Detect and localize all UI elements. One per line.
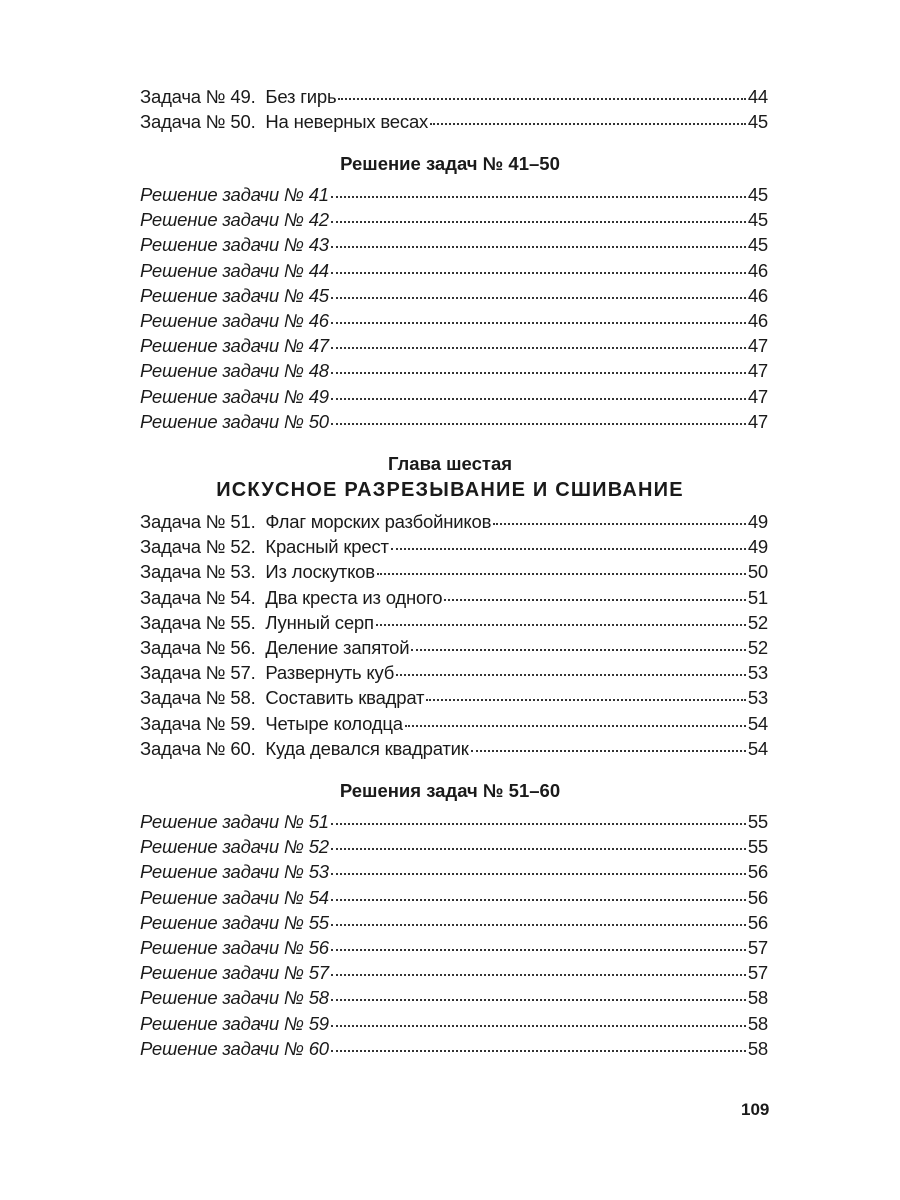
dot-leader	[331, 221, 746, 223]
chapter-title: ИСКУСНОЕ РАЗРЕЗЫВАНИЕ И СШИВАНИЕ	[216, 479, 684, 501]
toc-entry-page: 46	[747, 309, 768, 331]
toc-entry	[140, 308, 768, 333]
dot-leader	[444, 599, 745, 601]
toc-entry-page: 46	[747, 259, 768, 281]
toc-entry-page: 58	[747, 1012, 768, 1034]
toc-entry	[140, 409, 768, 434]
toc-entry-title: Задача № 56. Деление запятой	[140, 636, 410, 658]
dot-leader	[396, 674, 746, 676]
toc-entry-page: 52	[747, 611, 768, 633]
toc-entry-title: Решение задачи № 46	[140, 309, 329, 331]
dot-leader	[331, 949, 746, 951]
toc-entry-title: Задача № 57. Развернуть куб	[140, 662, 395, 684]
dot-leader	[405, 725, 746, 727]
toc-entry-page: 57	[747, 962, 768, 984]
toc-entry	[140, 358, 768, 383]
toc-entry-title: Задача № 52. Красный крест	[140, 536, 389, 558]
toc-entry	[140, 635, 768, 660]
toc-entry-page: 56	[747, 886, 768, 908]
toc-entry-title: Задача № 49. Без гирь	[140, 86, 337, 107]
toc-entry	[140, 84, 768, 109]
dot-leader	[331, 272, 746, 274]
toc-entry-page: 58	[747, 987, 768, 1009]
toc-entry-page: 58	[747, 1037, 768, 1059]
toc-entry-page: 45	[747, 234, 768, 256]
dot-leader	[331, 1025, 746, 1027]
toc-entry-page: 54	[747, 737, 768, 759]
toc-entry-title: Решение задачи № 60	[140, 1037, 329, 1059]
toc-entry-page: 47	[747, 335, 768, 357]
toc-solutions-51-60	[140, 809, 768, 1061]
toc-entry-page: 57	[747, 936, 768, 958]
toc-entry	[140, 660, 768, 685]
toc-entry	[140, 960, 768, 985]
toc-entry	[140, 985, 768, 1010]
toc-entry-page: 47	[747, 360, 768, 382]
toc-entry-title: Решение задачи № 49	[140, 385, 329, 407]
toc-entry	[140, 610, 768, 635]
toc-entry-page: 45	[747, 111, 768, 133]
toc-entry	[140, 910, 768, 935]
dot-leader	[331, 246, 746, 248]
toc-entry	[140, 736, 768, 761]
toc-entry-page: 52	[747, 636, 768, 658]
dot-leader	[493, 523, 746, 525]
toc-entry-page: 45	[747, 209, 768, 231]
toc-entry-title: Решение задачи № 54	[140, 886, 329, 908]
toc-entry	[140, 859, 768, 884]
toc-entry-page: 56	[747, 911, 768, 933]
dot-leader	[331, 924, 746, 926]
toc-entry-title: Задача № 58. Составить квадрат	[140, 687, 425, 709]
toc-entry-page: 46	[747, 284, 768, 306]
dot-leader	[331, 196, 746, 198]
toc-entry-page: 49	[747, 536, 768, 558]
toc-entry-page: 50	[747, 561, 768, 583]
section-heading-solutions-41-50: Решение задач № 41–50	[340, 153, 560, 174]
toc-tasks-41-50-tail	[140, 84, 768, 134]
toc-entry-title: Решение задачи № 44	[140, 259, 329, 281]
toc-entry	[140, 109, 768, 134]
toc-entry-title: Решение задачи № 51	[140, 811, 329, 832]
toc-entry-title: Решение задачи № 50	[140, 410, 329, 432]
dot-leader	[331, 999, 746, 1001]
dot-leader	[331, 974, 746, 976]
toc-chapter6-tasks	[140, 509, 768, 761]
dot-leader	[331, 372, 746, 374]
toc-entry-title: Решение задачи № 42	[140, 209, 329, 231]
toc-entry-title: Решение задачи № 52	[140, 836, 329, 858]
toc-entry-page: 44	[747, 86, 768, 107]
toc-entry-page: 45	[747, 184, 768, 205]
toc-entry-title: Задача № 50. На неверных весах	[140, 111, 429, 133]
toc-entry-title: Задача № 55. Лунный серп	[140, 611, 374, 633]
toc-entry	[140, 1036, 768, 1061]
dot-leader	[331, 899, 746, 901]
toc-entry-page: 55	[747, 811, 768, 832]
toc-entry-title: Задача № 51. Флаг морских разбойников	[140, 511, 492, 532]
dot-leader	[377, 573, 746, 575]
dot-leader	[376, 624, 746, 626]
dot-leader	[331, 823, 746, 825]
toc-entry	[140, 585, 768, 610]
dot-leader	[411, 649, 745, 651]
dot-leader	[426, 699, 746, 701]
toc-entry-title: Решение задачи № 45	[140, 284, 329, 306]
toc-entry-title: Решение задачи № 56	[140, 936, 329, 958]
section-heading-solutions-51-60: Решения задач № 51–60	[339, 780, 561, 801]
toc-entry-title: Решение задачи № 41	[140, 184, 329, 205]
toc-entry-page: 53	[747, 662, 768, 684]
toc-entry-title: Решение задачи № 47	[140, 335, 329, 357]
chapter-label: Глава шестая	[387, 453, 513, 474]
toc-entry-title: Решение задачи № 53	[140, 861, 329, 883]
toc-entry-page: 55	[747, 836, 768, 858]
page-number: 109	[741, 1100, 770, 1119]
dot-leader	[331, 1050, 746, 1052]
toc-entry	[140, 509, 768, 534]
toc-entry	[140, 1011, 768, 1036]
dot-leader	[331, 322, 746, 324]
toc-entry-page: 47	[747, 410, 768, 432]
toc-entry	[140, 809, 768, 834]
toc-entry-title: Решение задачи № 58	[140, 987, 329, 1009]
toc-entry-title: Решение задачи № 48	[140, 360, 329, 382]
toc-entry-title: Решение задачи № 59	[140, 1012, 329, 1034]
toc-entry	[140, 935, 768, 960]
toc-entry-title: Решение задачи № 55	[140, 911, 329, 933]
dot-leader	[338, 98, 745, 100]
toc-entry-title: Задача № 54. Два креста из одного	[140, 586, 443, 608]
toc-entry-title: Задача № 59. Четыре колодца	[140, 712, 403, 734]
dot-leader	[430, 123, 746, 125]
toc-entry	[140, 559, 768, 584]
dot-leader	[331, 398, 746, 400]
toc-entry	[140, 258, 768, 283]
toc-entry	[140, 384, 768, 409]
toc-entry	[140, 207, 768, 232]
toc-entry-title: Решение задачи № 57	[140, 962, 329, 984]
toc-entry-page: 49	[747, 511, 768, 532]
toc-entry	[140, 885, 768, 910]
toc-entry	[140, 685, 768, 710]
toc-entry-title: Решение задачи № 43	[140, 234, 329, 256]
toc-entry-page: 47	[747, 385, 768, 407]
toc-entry	[140, 232, 768, 257]
dot-leader	[331, 423, 746, 425]
toc-entry-page: 51	[747, 586, 768, 608]
toc-entry-page: 56	[747, 861, 768, 883]
toc-entry	[140, 711, 768, 736]
dot-leader	[391, 548, 746, 550]
toc-entry	[140, 182, 768, 207]
toc-entry	[140, 834, 768, 859]
dot-leader	[331, 347, 746, 349]
toc-entry-page: 54	[747, 712, 768, 734]
toc-entry	[140, 534, 768, 559]
dot-leader	[331, 873, 746, 875]
toc-entry	[140, 333, 768, 358]
toc-entry-title: Задача № 60. Куда девался квадратик	[140, 737, 469, 759]
dot-leader	[331, 297, 746, 299]
toc-entry	[140, 283, 768, 308]
toc-solutions-41-50	[140, 182, 768, 434]
dot-leader	[331, 848, 746, 850]
toc-entry-title: Задача № 53. Из лоскутков	[140, 561, 375, 583]
toc-entry-page: 53	[747, 687, 768, 709]
dot-leader	[471, 750, 746, 752]
